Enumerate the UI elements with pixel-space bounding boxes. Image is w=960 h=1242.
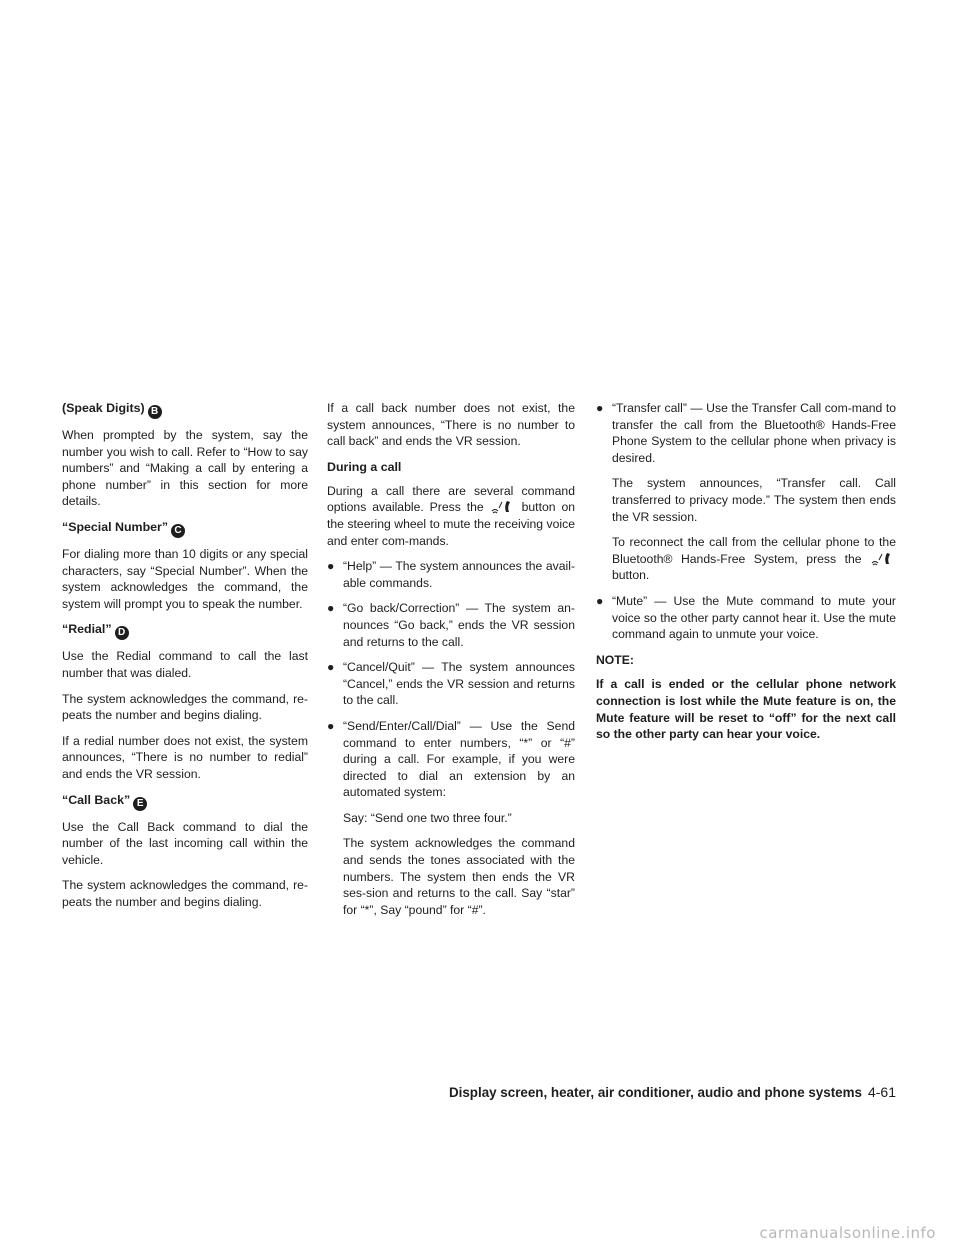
special-number-heading: “Special Number” C xyxy=(62,519,308,538)
phone-voice-icon xyxy=(870,551,896,567)
transfer-call-announce: The system announces, “Transfer call. Call transferred to privacy mode.” The system then ends the VR session. xyxy=(612,476,896,524)
speak-digits-heading: (Speak Digits) B xyxy=(62,400,308,419)
redial-heading: “Redial” D xyxy=(62,621,308,640)
column-3 xyxy=(596,400,896,743)
callout-badge-d: D xyxy=(115,626,129,640)
redial-text-3: If a redial number does not exist, the system announces, “There is no number to redial” and ends the VR session. xyxy=(62,733,308,781)
watermark: carmanualsonline.info xyxy=(759,1224,936,1242)
note-heading: NOTE: xyxy=(596,652,634,667)
redial-text-2: The system acknowledges the command, re-peats the number and begins dialing. xyxy=(62,691,308,723)
callout-badge-e: E xyxy=(133,797,147,811)
page-footer xyxy=(396,1084,896,1100)
list-item: ● “Transfer call” — Use the Transfer Call com-mand to transfer the call from the Bluetooth® Hands-Free Phone System to the cellular phone when privacy is desired. xyxy=(596,401,896,465)
send-command-say: Say: “Send one two three four.” xyxy=(343,810,512,825)
list-item: ● “Send/Enter/Call/Dial” — Use the Send command to enter numbers, “*” or “#” during a call. For example, if you were directed to dial an extension by an automated system: xyxy=(327,718,575,800)
note-text: If a call is ended or the cellular phone network connection is lost while the Mute feature is on, the Mute feature will be reset to “off” for the next call so the other party can hear your voice. xyxy=(596,677,896,742)
list-item: ● “Mute” — Use the Mute command to mute your voice so the other party cannot hear it. Use the mute command again to unmute your voice. xyxy=(596,593,896,642)
transfer-call-detail xyxy=(612,475,896,584)
column-2 xyxy=(327,400,575,927)
callout-badge-b: B xyxy=(148,405,162,419)
list-item: ● “Go back/Correction” — The system an-nounces “Go back,” ends the VR session and returns to the call. xyxy=(327,601,575,649)
speak-digits-text: When prompted by the system, say the number you wish to call. Refer to “How to say numbers” and “Making a call by entering a phone number” in this section for more details. xyxy=(62,428,308,509)
call-back-missing-text: If a call back number does not exist, the system announces, “There is no number to call back” and ends the VR session. xyxy=(327,401,575,449)
transfer-call-reconnect: To reconnect the call from the cellular phone to the Bluetooth® Hands-Free System, press the button. xyxy=(612,535,896,583)
column-1 xyxy=(62,400,308,919)
special-number-text: For dialing more than 10 digits or any special characters, say “Special Number”. When the system acknowledges the command, the system will prompt you to speak the number. xyxy=(62,546,308,611)
page-number: 4-61 xyxy=(867,1084,896,1100)
send-command-system: The system acknowledges the command and sends the tones associated with the numbers. The system then ends the VR ses-sion and returns to the call. Say “star” for “*”, Say “pound” for “#”. xyxy=(343,836,575,917)
during-a-call-text: During a call there are several command options available. Press the button on the steering wheel to mute the receiving voice and enter com-mands. xyxy=(327,483,576,548)
callout-badge-c: C xyxy=(171,524,185,538)
call-back-text-2: The system acknowledges the command, re-peats the number and begins dialing. xyxy=(62,878,308,909)
call-back-text-1: Use the Call Back command to dial the number of the last incoming call within the vehicle. xyxy=(62,819,308,867)
list-item: ● “Cancel/Quit” — The system announces “Cancel,” ends the VR session and returns to the call. xyxy=(327,660,575,708)
list-item: ● “Help” — The system announces the avail-able commands. xyxy=(327,559,575,590)
phone-voice-icon xyxy=(490,499,516,515)
call-back-heading: “Call Back” E xyxy=(62,792,308,811)
during-a-call-heading: During a call xyxy=(327,459,402,474)
send-command-detail xyxy=(343,810,575,919)
section-title: Display screen, heater, air conditioner, audio and phone systems xyxy=(448,1085,862,1100)
redial-text-1: Use the Redial command to call the last number that was dialed. xyxy=(62,649,308,680)
